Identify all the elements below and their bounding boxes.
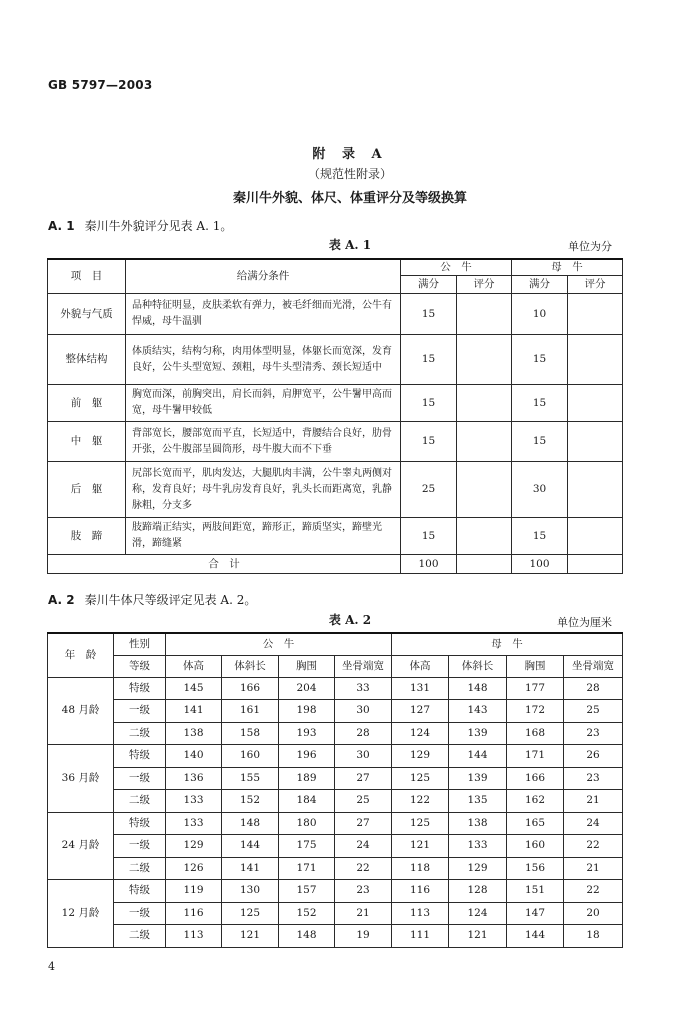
table-a1-cow-score	[568, 518, 623, 555]
table-a2-age: 24 月龄	[48, 812, 114, 880]
table-a2-value: 152	[222, 790, 279, 813]
table-a2-value: 121	[222, 925, 279, 948]
table-a2-value: 27	[335, 812, 392, 835]
table-a1-criteria: 尻部长宽而平，肌肉发达，大腿肌肉丰满，公牛睾丸两侧对称，发育良好；母牛乳房发育良好，乳头长而距离宽，乳静脉粗，分支多	[126, 462, 401, 518]
table-a2-value: 180	[279, 812, 335, 835]
table-a1-header-item: 项 目	[48, 259, 126, 294]
table-a1-bull-score	[457, 294, 512, 335]
table-a2-value: 138	[166, 722, 222, 745]
annex-title: 附 录 A	[312, 147, 388, 162]
table-a1-criteria: 背部宽长，腰部宽而平直，长短适中，背腰结合良好，肋骨开张，公牛腹部呈圆筒形，母牛腹大而不下垂	[126, 422, 401, 462]
section-a2-number: A. 2	[48, 593, 75, 607]
table-a1-header-bull-score: 评分	[457, 276, 512, 294]
table-a2-value: 143	[449, 700, 507, 723]
table-a2-value: 19	[335, 925, 392, 948]
table-a2-grade: 一级	[114, 835, 166, 858]
table-a2-value: 141	[166, 700, 222, 723]
table-a2-value: 155	[222, 767, 279, 790]
table-a2-header-measure: 胸围	[507, 655, 564, 677]
table-a2-grade: 二级	[114, 722, 166, 745]
table-a2-value: 160	[507, 835, 564, 858]
table-a2-value: 144	[449, 745, 507, 768]
table-a2-value: 124	[392, 722, 449, 745]
table-a1-cow-full: 15	[512, 422, 568, 462]
table-row	[48, 518, 623, 555]
table-a1-bull-score	[457, 385, 512, 422]
table-a2-value: 130	[222, 880, 279, 903]
table-a2-value: 135	[449, 790, 507, 813]
table-a2-value: 148	[222, 812, 279, 835]
table-a1-criteria: 品种特征明显，皮肤柔软有弹力，被毛纤细而光滑，公牛有悍威，母牛温驯	[126, 294, 401, 335]
table-a2-value: 198	[279, 700, 335, 723]
table-a2-value: 145	[166, 677, 222, 700]
table-a2-value: 133	[166, 790, 222, 813]
table-a2-header-measure: 体高	[392, 655, 449, 677]
table-a1-total-cow-score	[568, 555, 623, 574]
table-a2-grade: 二级	[114, 857, 166, 880]
table-a2-value: 161	[222, 700, 279, 723]
table-row	[48, 745, 623, 768]
annex-subtitle: （规范性附录）	[307, 167, 392, 181]
table-a2-value: 129	[392, 745, 449, 768]
table-a2-caption: 表 A. 2	[328, 613, 372, 627]
table-a1-header-bull: 公 牛	[401, 259, 512, 276]
table-a2-value: 122	[392, 790, 449, 813]
standard-number: GB 5797—2003	[48, 78, 153, 92]
table-a2-value: 144	[222, 835, 279, 858]
table-a1-cow-score	[568, 294, 623, 335]
table-row	[48, 422, 623, 462]
table-a1-header-criteria: 给满分条件	[126, 259, 401, 294]
table-row	[48, 700, 623, 723]
table-a2-value: 136	[166, 767, 222, 790]
table-row	[48, 722, 623, 745]
table-row	[48, 294, 623, 335]
table-a2-value: 125	[392, 767, 449, 790]
table-a1-bull-full: 15	[401, 422, 457, 462]
table-a2-value: 152	[279, 902, 335, 925]
table-a2-value: 133	[449, 835, 507, 858]
table-a2-value: 160	[222, 745, 279, 768]
table-a2-value: 27	[335, 767, 392, 790]
table-a2-header-measure: 胸围	[279, 655, 335, 677]
annex-heading: 秦川牛外貌、体尺、体重评分及等级换算	[232, 191, 467, 206]
table-a2-value: 25	[564, 700, 623, 723]
table-row	[48, 812, 623, 835]
table-a2-value: 23	[335, 880, 392, 903]
table-a1-total-bull: 100	[401, 555, 457, 574]
table-a1-cow-score	[568, 335, 623, 385]
table-a2-header-measure: 体高	[166, 655, 222, 677]
table-a2-value: 131	[392, 677, 449, 700]
table-a2-value: 139	[449, 722, 507, 745]
table-a1-total-bull-score	[457, 555, 512, 574]
table-a2-value: 171	[279, 857, 335, 880]
table-a2-value: 24	[564, 812, 623, 835]
table-a2-header-cow: 母 牛	[392, 633, 623, 655]
table-a2-value: 23	[564, 767, 623, 790]
table-a2-value: 165	[507, 812, 564, 835]
table-a2-value: 111	[392, 925, 449, 948]
table-a2-value: 28	[335, 722, 392, 745]
table-a2-value: 175	[279, 835, 335, 858]
table-a1-cow-score	[568, 385, 623, 422]
table-a2-grade: 二级	[114, 925, 166, 948]
table-a2-value: 21	[564, 857, 623, 880]
table-a2-value: 156	[507, 857, 564, 880]
table-a1-header-bull-full: 满分	[401, 276, 457, 294]
table-a1-header-cow-score: 评分	[568, 276, 623, 294]
table-a2-value: 30	[335, 745, 392, 768]
page-number: 4	[48, 960, 55, 973]
table-a1-item: 中 躯	[48, 422, 126, 462]
table-a1-item: 后 躯	[48, 462, 126, 518]
table-a2-value: 189	[279, 767, 335, 790]
table-row	[48, 385, 623, 422]
table-a2-value: 126	[166, 857, 222, 880]
section-a2-text: 秦川牛体尺等级评定见表 A. 2。	[84, 593, 257, 607]
table-a2-header-bull: 公 牛	[166, 633, 392, 655]
table-a2-value: 33	[335, 677, 392, 700]
table-a2-unit: 单位为厘米	[557, 616, 612, 629]
table-a2-value: 18	[564, 925, 623, 948]
table-a1-bull-score	[457, 518, 512, 555]
table-a2-grade: 特级	[114, 745, 166, 768]
table-a2-value: 113	[392, 902, 449, 925]
table-a2-value: 147	[507, 902, 564, 925]
table-a1-bull-score	[457, 422, 512, 462]
table-a2-header-sex: 性别	[114, 633, 166, 655]
table-a2-value: 121	[392, 835, 449, 858]
table-a2-value: 168	[507, 722, 564, 745]
table-a2-value: 157	[279, 880, 335, 903]
table-a2-value: 133	[166, 812, 222, 835]
section-a1	[48, 217, 232, 234]
table-a1-item: 肢 蹄	[48, 518, 126, 555]
table-a2-value: 158	[222, 722, 279, 745]
table-row	[48, 335, 623, 385]
table-row	[48, 462, 623, 518]
table-a2-grade: 特级	[114, 812, 166, 835]
table-a1-bull-full: 15	[401, 518, 457, 555]
table-a2-value: 22	[564, 835, 623, 858]
table-a2-value: 166	[507, 767, 564, 790]
table-a2-value: 116	[392, 880, 449, 903]
table-a2-value: 172	[507, 700, 564, 723]
table-a2-value: 151	[507, 880, 564, 903]
table-a1-cow-full: 15	[512, 335, 568, 385]
table-a1-unit: 单位为分	[568, 240, 612, 253]
table-a1-cow-score	[568, 462, 623, 518]
table-a2-value: 127	[392, 700, 449, 723]
table-a1-cow-full: 30	[512, 462, 568, 518]
table-a1-header-cow: 母 牛	[512, 259, 623, 276]
table-a1-header-cow-full: 满分	[512, 276, 568, 294]
table-a2-value: 171	[507, 745, 564, 768]
table-row	[48, 925, 623, 948]
table-a2-value: 119	[166, 880, 222, 903]
table-a2-value: 118	[392, 857, 449, 880]
table-a2-grade: 一级	[114, 700, 166, 723]
table-a1-bull-full: 15	[401, 385, 457, 422]
table-a2-age: 48 月龄	[48, 677, 114, 745]
table-a1-item: 整体结构	[48, 335, 126, 385]
table-a2-grade: 特级	[114, 880, 166, 903]
table-a2-age: 12 月龄	[48, 880, 114, 948]
table-a2-value: 140	[166, 745, 222, 768]
table-a1-cow-score	[568, 422, 623, 462]
table-a1-bull-score	[457, 335, 512, 385]
section-a1-text: 秦川牛外貌评分见表 A. 1。	[84, 219, 233, 233]
table-a1-criteria: 体质结实，结构匀称，肉用体型明显，体躯长而宽深，发育良好，公牛头型宽短、颈粗，母牛头型清秀、颈长短适中	[126, 335, 401, 385]
table-a2-value: 22	[335, 857, 392, 880]
table-a2-value: 113	[166, 925, 222, 948]
table-a2-grade: 一级	[114, 767, 166, 790]
table-a2-value: 166	[222, 677, 279, 700]
table-a2-value: 116	[166, 902, 222, 925]
table-a2-header-measure: 体斜长	[449, 655, 507, 677]
table-a2-value: 28	[564, 677, 623, 700]
table-a2-value: 24	[335, 835, 392, 858]
table-row	[48, 880, 623, 903]
table-a2-value: 121	[449, 925, 507, 948]
table-a1-cow-full: 15	[512, 385, 568, 422]
table-a2-value: 125	[222, 902, 279, 925]
table-a2-grade: 特级	[114, 677, 166, 700]
table-row	[48, 902, 623, 925]
table-a2-value: 25	[335, 790, 392, 813]
table-row	[48, 677, 623, 700]
table-a2-value: 184	[279, 790, 335, 813]
table-a1-bull-full: 15	[401, 294, 457, 335]
table-a2-value: 196	[279, 745, 335, 768]
table-a2-header-grade: 等级	[114, 655, 166, 677]
table-row	[48, 790, 623, 813]
table-a2-age: 36 月龄	[48, 745, 114, 813]
table-a1-criteria: 肢蹄端正结实，两肢间距宽，蹄形正，蹄质坚实，蹄壁光滑，蹄缝紧	[126, 518, 401, 555]
table-a2-value: 23	[564, 722, 623, 745]
table-row	[48, 835, 623, 858]
table-total-row	[48, 555, 623, 574]
section-a2	[48, 591, 256, 608]
table-a1-total-label: 合 计	[48, 555, 401, 574]
table-a2-header-measure: 坐骨端宽	[564, 655, 623, 677]
table-a2-value: 148	[449, 677, 507, 700]
table-a2-grade: 二级	[114, 790, 166, 813]
table-a1-bull-full: 25	[401, 462, 457, 518]
table-a2-header-measure: 体斜长	[222, 655, 279, 677]
table-a1-caption: 表 A. 1	[328, 238, 372, 252]
table-a2-value: 129	[449, 857, 507, 880]
table-a2-value: 138	[449, 812, 507, 835]
table-row	[48, 767, 623, 790]
table-a2-value: 148	[279, 925, 335, 948]
table-a2-value: 30	[335, 700, 392, 723]
table-a1-bull-full: 15	[401, 335, 457, 385]
table-a2-header-age: 年 龄	[48, 633, 114, 677]
table-a2-value: 177	[507, 677, 564, 700]
table-a1-total-cow: 100	[512, 555, 568, 574]
table-a2-header-measure: 坐骨端宽	[335, 655, 392, 677]
table-a2-value: 162	[507, 790, 564, 813]
table-a2-value: 21	[564, 790, 623, 813]
table-a2-value: 193	[279, 722, 335, 745]
table-a2-value: 128	[449, 880, 507, 903]
table-a2-value: 22	[564, 880, 623, 903]
table-a2-value: 26	[564, 745, 623, 768]
table-a1-item: 外貌与气质	[48, 294, 126, 335]
table-a2-value: 129	[166, 835, 222, 858]
table-a1-item: 前 躯	[48, 385, 126, 422]
table-a1-bull-score	[457, 462, 512, 518]
table-a2-value: 20	[564, 902, 623, 925]
table-a1-cow-full: 15	[512, 518, 568, 555]
table-a2-value: 144	[507, 925, 564, 948]
table-a2-value: 139	[449, 767, 507, 790]
table-a2-grade: 一级	[114, 902, 166, 925]
table-a2-value: 141	[222, 857, 279, 880]
table-a1	[47, 258, 623, 574]
table-a2-value: 204	[279, 677, 335, 700]
table-a2	[47, 632, 623, 948]
table-a2-value: 124	[449, 902, 507, 925]
table-a2-value: 21	[335, 902, 392, 925]
section-a1-number: A. 1	[48, 219, 75, 233]
table-row	[48, 857, 623, 880]
table-a1-criteria: 胸宽而深，前胸突出，肩长而斜，肩胛宽平，公牛鬐甲高而宽，母牛鬐甲较低	[126, 385, 401, 422]
table-a1-cow-full: 10	[512, 294, 568, 335]
table-a2-value: 125	[392, 812, 449, 835]
